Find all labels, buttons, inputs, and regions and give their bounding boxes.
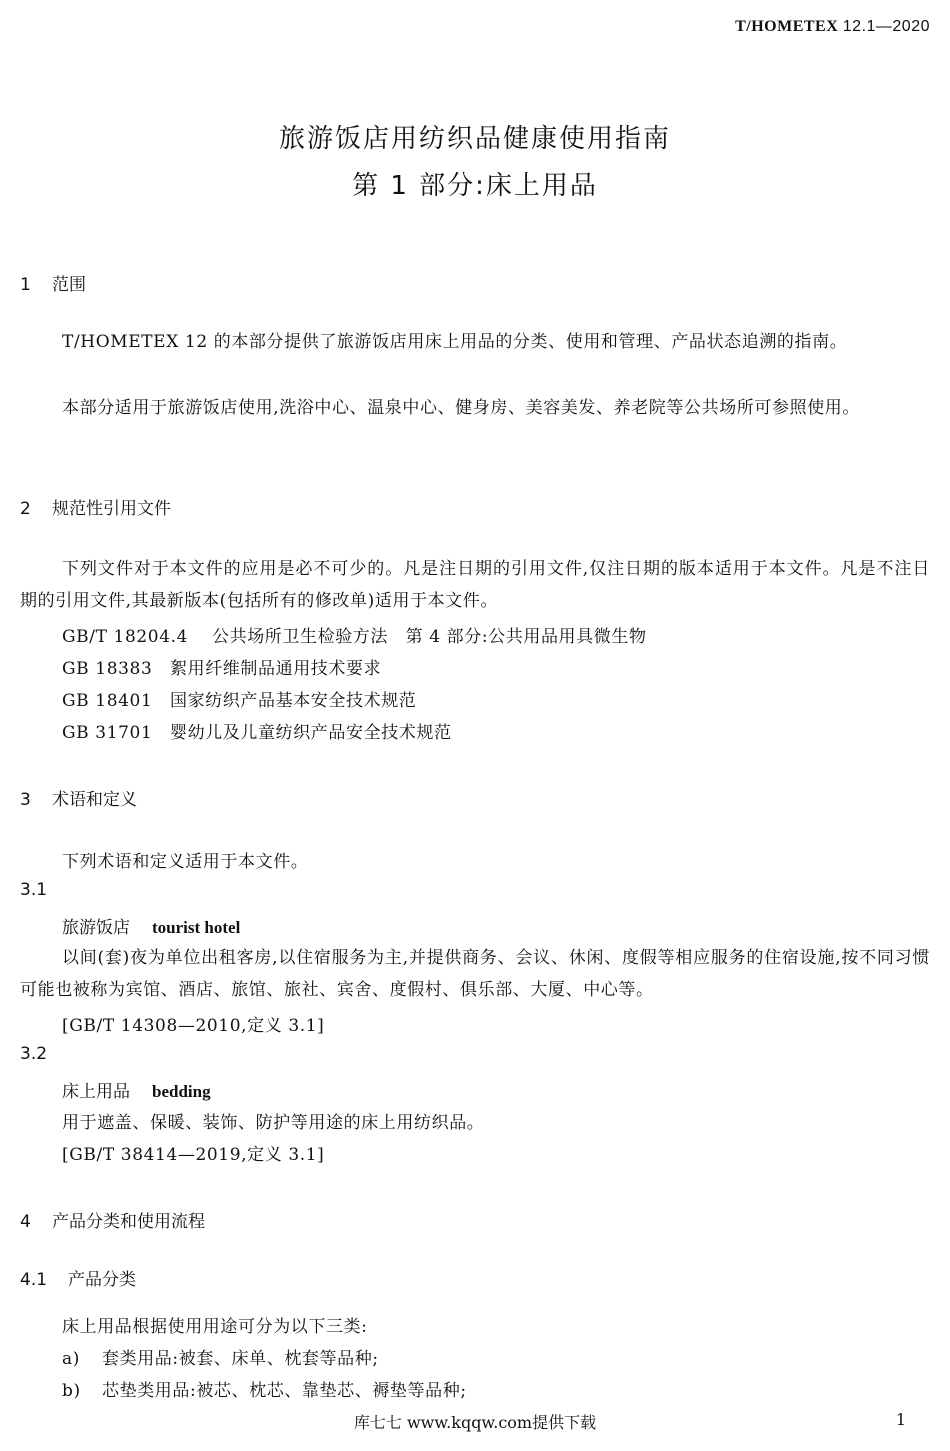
item-label: a): [62, 1349, 80, 1369]
reference-item: [62, 654, 381, 679]
reference-title: 婴幼儿及儿童纺织产品安全技术规范: [170, 723, 452, 743]
section-3-heading: [20, 785, 137, 810]
section-title: 产品分类和使用流程: [52, 1212, 205, 1232]
section-number: 4.1: [20, 1270, 48, 1290]
term-entry: [62, 913, 240, 938]
section-number: 3: [20, 790, 31, 810]
reference-title: 国家纺织产品基本安全技术规范: [170, 691, 417, 711]
scope-paragraph-1: T/HOMETEX 12 的本部分提供了旅游饭店用床上用品的分类、使用和管理、产品状态追溯的指南。: [62, 332, 848, 352]
classification-intro: 床上用品根据使用用途可分为以下三类:: [62, 1317, 368, 1337]
reference-item: [62, 622, 647, 647]
standard-number: 12.1—2020: [842, 18, 930, 35]
item-text: 芯垫类用品:被芯、枕芯、靠垫芯、褥垫等品种;: [102, 1381, 467, 1401]
reference-code: GB 31701: [62, 723, 153, 743]
term-chinese: 旅游饭店: [62, 918, 130, 938]
section-title: 产品分类: [68, 1270, 136, 1290]
term-definition: 以间(套)夜为单位出租客房,以住宿服务为主,并提供商务、会议、休闲、度假等相应服务的住宿设施,按不同习惯可能也被称为宾馆、酒店、旅馆、旅社、宾舍、度假村、俱乐部、大厦、中心等。: [20, 948, 930, 1000]
term-entry: [62, 1077, 211, 1102]
classification-item: [62, 1376, 467, 1401]
reference-title: 絮用纤维制品通用技术要求: [170, 659, 382, 679]
document-subtitle: 第 1 部分:床上用品: [352, 171, 598, 201]
section-number: 1: [20, 275, 31, 295]
term-definition: 用于遮盖、保暖、装饰、防护等用途的床上用纺织品。: [62, 1113, 485, 1133]
footer-source: 库七七 www.kqqw.com提供下载: [353, 1413, 597, 1432]
reference-title: 公共场所卫生检验方法 第 4 部分:公共用品用具微生物: [212, 627, 647, 647]
term-number: 3.1: [20, 880, 48, 900]
reference-item: [62, 686, 416, 711]
reference-code: GB 18383: [62, 659, 153, 679]
item-label: b): [62, 1381, 81, 1401]
scope-paragraph-2: 本部分适用于旅游饭店使用,洗浴中心、温泉中心、健身房、美容美发、养老院等公共场所可参照使用。: [62, 398, 861, 418]
section-1-heading: [20, 270, 86, 295]
reference-item: [62, 718, 452, 743]
reference-code: GB 18401: [62, 691, 153, 711]
section-title: 范围: [52, 275, 86, 295]
section-title: 规范性引用文件: [52, 499, 171, 519]
item-text: 套类用品:被套、床单、枕套等品种;: [102, 1349, 379, 1369]
section-number: 4: [20, 1212, 31, 1232]
term-chinese: 床上用品: [62, 1082, 130, 1102]
standard-code-header: [735, 18, 930, 36]
normative-intro: 下列文件对于本文件的应用是必不可少的。凡是注日期的引用文件,仅注日期的版本适用于本文件。凡是不注日期的引用文件,其最新版本(包括所有的修改单)适用于本文件。: [20, 559, 930, 611]
term-source: [GB/T 14308—2010,定义 3.1]: [62, 1016, 325, 1036]
term-english: bedding: [152, 1082, 211, 1101]
section-2-heading: [20, 494, 171, 519]
term-number: 3.2: [20, 1044, 48, 1064]
term-english: tourist hotel: [152, 918, 241, 937]
reference-code: GB/T 18204.4: [62, 627, 189, 647]
terms-intro: 下列术语和定义适用于本文件。: [62, 852, 309, 872]
document-title: 旅游饭店用纺织品健康使用指南: [278, 124, 671, 154]
page-number: 1: [895, 1410, 906, 1429]
term-source: [GB/T 38414—2019,定义 3.1]: [62, 1145, 325, 1165]
section-number: 2: [20, 499, 31, 519]
standard-code: T/HOMETEX: [735, 18, 839, 35]
section-4-heading: [20, 1207, 205, 1232]
section-title: 术语和定义: [52, 790, 137, 810]
classification-item: [62, 1344, 379, 1369]
subsection-4-1-heading: [20, 1265, 136, 1290]
